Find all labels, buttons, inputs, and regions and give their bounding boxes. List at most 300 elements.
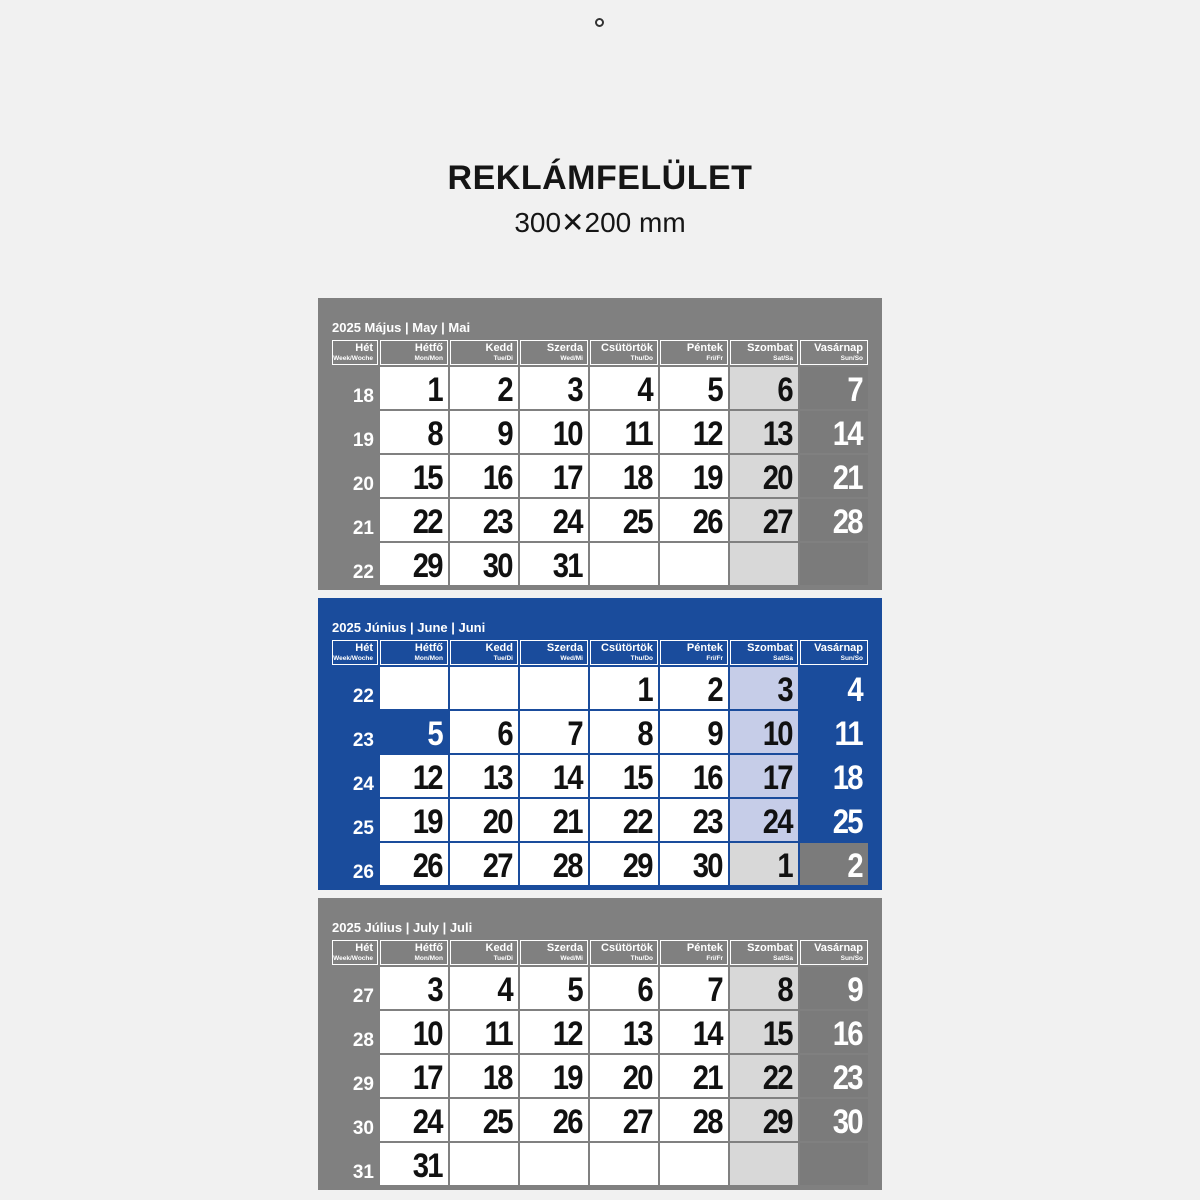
day-cell [450, 667, 518, 709]
week-number: 18 [352, 386, 374, 407]
day-number: 21 [832, 459, 862, 497]
day-number: 7 [567, 715, 582, 753]
day-number: 9 [847, 971, 862, 1009]
header-weekday [730, 640, 798, 665]
day-number: 9 [497, 415, 512, 453]
day-cell [590, 755, 658, 797]
header-weekday [800, 340, 868, 365]
header-weekday [520, 940, 588, 965]
day-cell [520, 667, 588, 709]
week-number-cell [332, 1055, 378, 1097]
header-weekday [800, 640, 868, 665]
week-number-cell [332, 755, 378, 797]
day-number: 5 [707, 371, 722, 409]
day-cell [660, 711, 728, 753]
header-weekday [590, 640, 658, 665]
month-panel-may [318, 298, 882, 590]
day-number: 17 [412, 1059, 442, 1097]
day-cell [800, 667, 868, 709]
day-cell [730, 499, 798, 541]
day-number: 8 [427, 415, 442, 453]
day-number: 11 [624, 415, 652, 453]
header-sublabel: Week/Woche [333, 955, 373, 962]
day-number: 5 [567, 971, 582, 1009]
day-cell [730, 1099, 798, 1141]
day-cell [800, 367, 868, 409]
week-number-cell [332, 667, 378, 709]
header-weekday [380, 340, 448, 365]
day-cell [660, 499, 728, 541]
day-number: 2 [847, 847, 862, 885]
header-label: Hétfő [414, 642, 443, 654]
day-cell [590, 1055, 658, 1097]
day-number: 1 [427, 371, 442, 409]
day-cell [520, 1099, 588, 1141]
week-number: 19 [352, 430, 374, 451]
header-weekday [450, 940, 518, 965]
header-label: Szombat [747, 642, 793, 654]
day-number: 29 [622, 847, 652, 885]
hanging-hole [595, 18, 604, 27]
header-sublabel: Mon/Mon [414, 655, 443, 662]
day-cell [520, 499, 588, 541]
header-weekday [380, 640, 448, 665]
day-number: 13 [762, 415, 792, 453]
header-weekday [590, 340, 658, 365]
header-weekday [660, 340, 728, 365]
week-number: 21 [352, 518, 374, 539]
day-cell [590, 543, 658, 585]
day-number: 18 [832, 759, 862, 797]
day-cell [800, 711, 868, 753]
week-number: 29 [352, 1074, 374, 1095]
header-sublabel: Tue/Di [493, 655, 513, 662]
week-number-cell [332, 455, 378, 497]
day-number: 8 [777, 971, 792, 1009]
day-cell [380, 1011, 448, 1053]
day-cell [590, 967, 658, 1009]
day-cell [590, 711, 658, 753]
day-cell [520, 755, 588, 797]
day-cell [660, 843, 728, 885]
header-label: Péntek [686, 942, 723, 954]
day-number: 30 [832, 1103, 862, 1141]
day-number: 6 [637, 971, 652, 1009]
day-number: 16 [692, 759, 722, 797]
day-cell [520, 1143, 588, 1185]
day-cell [450, 543, 518, 585]
day-cell [520, 367, 588, 409]
day-number: 17 [552, 459, 582, 497]
day-cell [380, 1055, 448, 1097]
header-label: Vasárnap [814, 642, 863, 654]
header-label: Szombat [747, 942, 793, 954]
day-cell [800, 1011, 868, 1053]
header-weekday [450, 640, 518, 665]
header-sublabel: Sun/So [840, 655, 863, 662]
header-weekday [590, 940, 658, 965]
day-cell [520, 711, 588, 753]
day-number: 12 [412, 759, 442, 797]
day-cell [520, 455, 588, 497]
header-sublabel: Tue/Di [493, 355, 513, 362]
day-cell [660, 1099, 728, 1141]
day-number: 6 [777, 371, 792, 409]
day-cell [800, 499, 868, 541]
day-number: 25 [832, 803, 862, 841]
day-cell [450, 455, 518, 497]
month-title: 2025 Június | June | Juni [332, 620, 486, 635]
day-cell [730, 543, 798, 585]
header-weekday [520, 340, 588, 365]
day-number: 2 [497, 371, 512, 409]
day-number: 23 [692, 803, 722, 841]
week-number: 24 [352, 774, 374, 795]
day-number: 10 [762, 715, 792, 753]
week-number-cell [332, 1143, 378, 1185]
day-cell [730, 1011, 798, 1053]
day-number: 21 [552, 803, 582, 841]
day-number: 31 [412, 1147, 442, 1185]
header-sublabel: Wed/Mi [560, 655, 583, 662]
day-number: 3 [427, 971, 442, 1009]
day-cell [590, 1143, 658, 1185]
day-number: 26 [692, 503, 722, 541]
day-number: 9 [707, 715, 722, 753]
day-cell [800, 1143, 868, 1185]
header-sublabel: Sun/So [840, 955, 863, 962]
day-cell [730, 455, 798, 497]
day-cell [730, 667, 798, 709]
header-label: Hét [355, 642, 373, 654]
day-number: 28 [552, 847, 582, 885]
day-number: 2 [707, 671, 722, 709]
day-cell [730, 411, 798, 453]
day-number: 19 [412, 803, 442, 841]
week-number: 31 [352, 1162, 374, 1183]
day-cell [380, 367, 448, 409]
header-sublabel: Tue/Di [493, 955, 513, 962]
header-sublabel: Thu/Do [630, 955, 653, 962]
day-cell [380, 455, 448, 497]
day-cell [800, 843, 868, 885]
day-cell [730, 367, 798, 409]
day-number: 14 [692, 1015, 722, 1053]
header-label: Csütörtök [601, 642, 653, 654]
week-number: 25 [352, 818, 374, 839]
day-cell [450, 799, 518, 841]
month-grid [332, 940, 868, 1185]
day-number: 20 [482, 803, 512, 841]
day-cell [730, 1143, 798, 1185]
day-number: 26 [412, 847, 442, 885]
day-cell [660, 455, 728, 497]
day-number: 3 [777, 671, 792, 709]
day-cell [800, 799, 868, 841]
day-number: 20 [622, 1059, 652, 1097]
day-cell [590, 843, 658, 885]
day-number: 29 [412, 547, 442, 585]
header-weekday [380, 940, 448, 965]
header-label: Vasárnap [814, 342, 863, 354]
day-cell [800, 755, 868, 797]
day-number: 15 [762, 1015, 792, 1053]
week-number: 30 [352, 1118, 374, 1139]
week-number-cell [332, 1011, 378, 1053]
day-number: 29 [762, 1103, 792, 1141]
day-number: 31 [552, 547, 582, 585]
day-cell [800, 455, 868, 497]
day-number: 17 [762, 759, 792, 797]
advertising-area [0, 150, 1200, 240]
day-number: 4 [497, 971, 512, 1009]
header-sublabel: Sat/Sa [773, 355, 793, 362]
day-number: 16 [482, 459, 512, 497]
header-weekday [660, 640, 728, 665]
week-number-cell [332, 1099, 378, 1141]
day-cell [590, 411, 658, 453]
day-cell [590, 667, 658, 709]
day-cell [450, 1143, 518, 1185]
day-cell [450, 1011, 518, 1053]
day-cell [730, 799, 798, 841]
day-number: 25 [622, 503, 652, 541]
day-cell [590, 455, 658, 497]
day-cell [380, 667, 448, 709]
header-sublabel: Sun/So [840, 355, 863, 362]
day-cell [590, 1011, 658, 1053]
day-cell [520, 843, 588, 885]
header-sublabel: Thu/Do [630, 655, 653, 662]
header-sublabel: Wed/Mi [560, 355, 583, 362]
day-number: 10 [552, 415, 582, 453]
header-sublabel: Fri/Fr [706, 955, 723, 962]
day-number: 24 [762, 803, 792, 841]
day-number: 18 [482, 1059, 512, 1097]
month-grid [332, 340, 868, 585]
header-weekday [520, 640, 588, 665]
week-number: 26 [352, 862, 374, 883]
day-cell [590, 499, 658, 541]
header-weekday [450, 340, 518, 365]
day-number: 3 [567, 371, 582, 409]
day-number: 22 [412, 503, 442, 541]
day-cell [380, 1099, 448, 1141]
advert-size: 300✕200 mm [514, 207, 686, 238]
week-number-cell [332, 711, 378, 753]
day-cell [450, 1099, 518, 1141]
day-cell [380, 1143, 448, 1185]
day-cell [660, 1055, 728, 1097]
day-cell [520, 799, 588, 841]
header-sublabel: Wed/Mi [560, 955, 583, 962]
header-sublabel: Week/Woche [333, 355, 373, 362]
header-sublabel: Mon/Mon [414, 355, 443, 362]
day-cell [520, 543, 588, 585]
day-number: 23 [482, 503, 512, 541]
header-week [332, 640, 378, 665]
header-week [332, 940, 378, 965]
day-number: 30 [692, 847, 722, 885]
day-cell [660, 543, 728, 585]
day-number: 28 [832, 503, 862, 541]
day-number: 1 [777, 847, 792, 885]
day-cell [450, 411, 518, 453]
day-cell [730, 711, 798, 753]
week-number-cell [332, 367, 378, 409]
header-label: Kedd [485, 342, 513, 354]
header-label: Kedd [485, 942, 513, 954]
day-cell [800, 411, 868, 453]
day-number: 27 [762, 503, 792, 541]
day-number: 24 [412, 1103, 442, 1141]
week-number: 20 [352, 474, 374, 495]
day-cell [450, 967, 518, 1009]
header-label: Szombat [747, 342, 793, 354]
day-cell [800, 967, 868, 1009]
header-label: Szerda [546, 342, 583, 354]
day-cell [380, 843, 448, 885]
day-number: 14 [832, 415, 862, 453]
day-cell [660, 367, 728, 409]
header-weekday [730, 940, 798, 965]
header-label: Hét [355, 342, 373, 354]
day-cell [660, 755, 728, 797]
day-cell [590, 799, 658, 841]
day-number: 30 [482, 547, 512, 585]
day-number: 15 [622, 759, 652, 797]
day-number: 24 [552, 503, 582, 541]
header-sublabel: Mon/Mon [414, 955, 443, 962]
week-number: 28 [352, 1030, 374, 1051]
header-label: Csütörtök [601, 342, 653, 354]
day-cell [450, 755, 518, 797]
header-label: Szerda [546, 642, 583, 654]
header-label: Csütörtök [601, 942, 653, 954]
month-title: 2025 Július | July | Juli [332, 920, 473, 935]
month-panel-june [318, 598, 882, 890]
day-cell [520, 967, 588, 1009]
header-week [332, 340, 378, 365]
day-cell [380, 499, 448, 541]
week-number: 22 [352, 562, 374, 583]
day-number: 18 [622, 459, 652, 497]
header-label: Vasárnap [814, 942, 863, 954]
month-grid [332, 640, 868, 885]
day-cell [660, 1011, 728, 1053]
day-cell [660, 411, 728, 453]
header-sublabel: Week/Woche [333, 655, 373, 662]
day-number: 13 [482, 759, 512, 797]
week-number: 27 [352, 986, 374, 1007]
day-cell [660, 799, 728, 841]
day-cell [520, 1055, 588, 1097]
day-number: 11 [484, 1015, 512, 1053]
week-number: 23 [352, 730, 374, 751]
day-cell [450, 1055, 518, 1097]
day-cell [590, 1099, 658, 1141]
day-cell [380, 411, 448, 453]
day-number: 4 [847, 671, 862, 709]
day-cell [380, 799, 448, 841]
day-number: 7 [847, 371, 862, 409]
header-weekday [730, 340, 798, 365]
month-title: 2025 Május | May | Mai [332, 320, 471, 335]
header-label: Péntek [686, 642, 723, 654]
header-label: Hét [355, 942, 373, 954]
day-number: 28 [692, 1103, 722, 1141]
day-number: 7 [707, 971, 722, 1009]
day-cell [660, 967, 728, 1009]
day-number: 5 [427, 715, 442, 753]
week-number-cell [332, 411, 378, 453]
day-number: 23 [832, 1059, 862, 1097]
header-label: Péntek [686, 342, 723, 354]
day-cell [800, 543, 868, 585]
day-number: 6 [497, 715, 512, 753]
header-label: Szerda [546, 942, 583, 954]
day-number: 1 [637, 671, 652, 709]
day-cell [450, 499, 518, 541]
day-cell [730, 1055, 798, 1097]
day-cell [450, 711, 518, 753]
header-sublabel: Fri/Fr [706, 655, 723, 662]
day-cell [520, 411, 588, 453]
day-number: 21 [692, 1059, 722, 1097]
day-cell [450, 367, 518, 409]
day-number: 22 [622, 803, 652, 841]
advert-title: REKLÁMFELÜLET [447, 159, 753, 197]
month-panel-july [318, 898, 882, 1190]
day-number: 12 [552, 1015, 582, 1053]
day-cell [660, 1143, 728, 1185]
day-cell [590, 367, 658, 409]
header-sublabel: Sat/Sa [773, 655, 793, 662]
day-number: 26 [552, 1103, 582, 1141]
day-number: 22 [762, 1059, 792, 1097]
week-number-cell [332, 967, 378, 1009]
day-number: 19 [552, 1059, 582, 1097]
day-number: 11 [834, 715, 862, 753]
day-number: 15 [412, 459, 442, 497]
header-weekday [800, 940, 868, 965]
week-number: 22 [352, 686, 374, 707]
week-number-cell [332, 843, 378, 885]
day-cell [380, 711, 448, 753]
day-cell [730, 967, 798, 1009]
header-label: Hétfő [414, 942, 443, 954]
header-sublabel: Fri/Fr [706, 355, 723, 362]
header-label: Kedd [485, 642, 513, 654]
day-number: 4 [637, 371, 652, 409]
day-cell [380, 967, 448, 1009]
day-cell [660, 667, 728, 709]
week-number-cell [332, 543, 378, 585]
header-sublabel: Thu/Do [630, 355, 653, 362]
day-number: 10 [412, 1015, 442, 1053]
day-number: 19 [692, 459, 722, 497]
day-number: 16 [832, 1015, 862, 1053]
day-cell [380, 543, 448, 585]
day-number: 25 [482, 1103, 512, 1141]
day-cell [730, 755, 798, 797]
day-number: 12 [692, 415, 722, 453]
day-cell [450, 843, 518, 885]
week-number-cell [332, 799, 378, 841]
header-sublabel: Sat/Sa [773, 955, 793, 962]
day-cell [800, 1055, 868, 1097]
day-number: 14 [552, 759, 582, 797]
